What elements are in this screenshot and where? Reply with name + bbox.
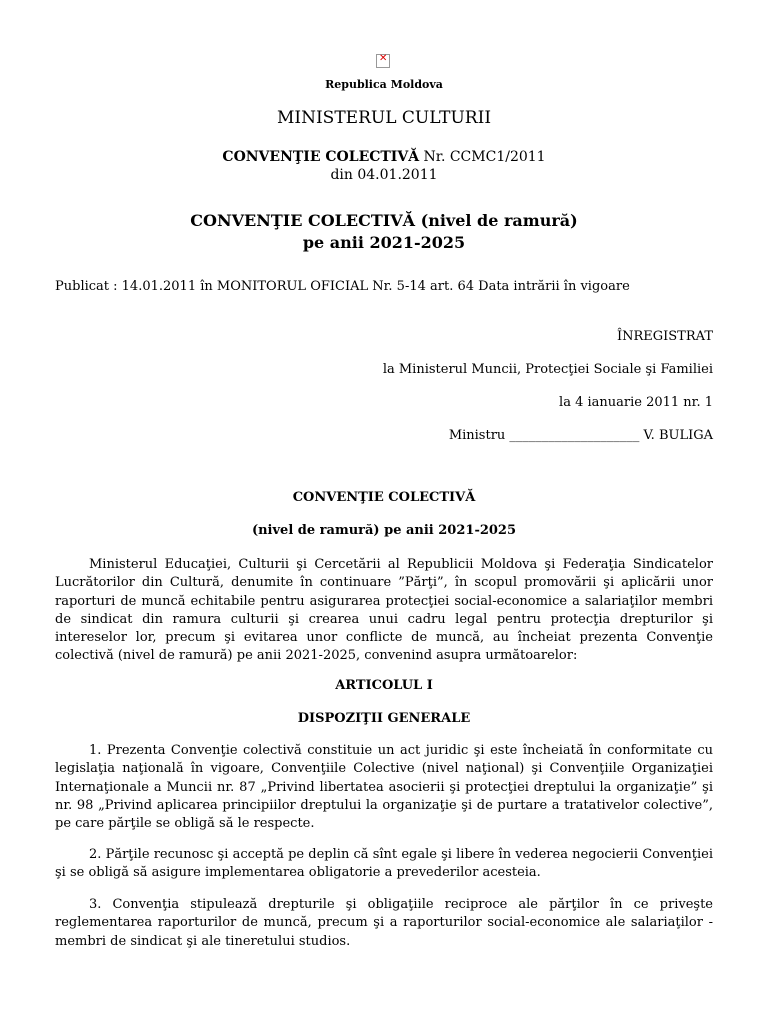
document-title-line2: pe anii 2021-2025 bbox=[302, 233, 466, 252]
document-title bbox=[0, 210, 768, 254]
convention-date: din 04.01.2011 bbox=[330, 167, 438, 183]
intro-paragraph: Ministerul Educaţiei, Culturii şi Cercetării al Republicii Moldova şi Federaţia Sindicatelor Lucrătorilor din Cultură, denumite în continuare ”Părţi”, în scopul promovării şi aplicării unor raporturi de muncă echitabile pentru asigurarea protecţiei social-economice a salariaţilor membri de sindicat din ramura culturii şi crearea unui cadru legal pentru protecţia drepturilor şi intereselor lor, precum şi evitarea unor conflicte de muncă, au încheiat prezenta Convenţie colectivă (nivel de ramură) pe anii 2021-2025, convenind asupra următoarelor: bbox=[55, 557, 713, 664]
convention-number-line bbox=[0, 148, 768, 166]
body-subheading: (nivel de ramură) pe anii 2021-2025 bbox=[251, 523, 517, 538]
article-title: DISPOZIŢII GENERALE bbox=[297, 711, 471, 726]
convention-number-block bbox=[0, 148, 768, 184]
convention-number: Nr. CCMC1/2011 bbox=[419, 149, 546, 165]
registration-date: la 4 ianuarie 2011 nr. 1 bbox=[559, 395, 713, 410]
minister-signature-line: Ministru ____________________ V. BULIGA bbox=[448, 428, 713, 443]
paragraph-2: 2. Părţile recunosc şi acceptă pe deplin că sînt egale şi libere în vederea negocierii Convenţiei şi se obligă să asigure implementarea obligatorie a prevederilor acesteia. bbox=[55, 847, 713, 881]
registered-label: ÎNREGISTRAT bbox=[616, 329, 713, 344]
ministry-title: MINISTERUL CULTURII bbox=[276, 108, 492, 128]
republic-label: Republica Moldova bbox=[325, 78, 443, 91]
paragraph-3: 3. Convenţia stipulează drepturile şi obligaţiile reciproce ale părţilor în ce priveşte reglementarea raporturilor de muncă, precum şi a raporturilor social-economice ale salariaţilor - membri de sindicat şi ale tineretului studios. bbox=[55, 897, 713, 949]
article-heading: ARTICOLUL I bbox=[335, 678, 433, 693]
publication-info: Publicat : 14.01.2011 în MONITORUL OFICIAL Nr. 5-14 art. 64 Data intrării în vigoare bbox=[55, 279, 630, 294]
registration-ministry: la Ministerul Muncii, Protecţiei Sociale şi Familiei bbox=[382, 362, 713, 377]
paragraph-1: 1. Prezenta Convenţie colectivă constituie un act juridic şi este încheiată în conformitate cu legislaţia naţională în vigoare, Convenţiile Colective (nivel naţional) şi Convenţiile Organizaţiei Internaţionale a Muncii nr. 87 „Privind libertatea asocierii şi protecţiei dreptului la organizaţie” şi nr. 98 „Privind aplicarea principiilor dreptului la organizaţie şi de purtare a tratativelor colective”, pe care părţile se obligă să le respecte. bbox=[55, 743, 713, 832]
document-title-line1: CONVENŢIE COLECTIVĂ (nivel de ramură) bbox=[190, 211, 578, 230]
convention-label: CONVENŢIE COLECTIVĂ bbox=[222, 149, 420, 165]
body-heading: CONVENŢIE COLECTIVĂ bbox=[292, 490, 476, 505]
broken-image-icon bbox=[376, 54, 390, 68]
